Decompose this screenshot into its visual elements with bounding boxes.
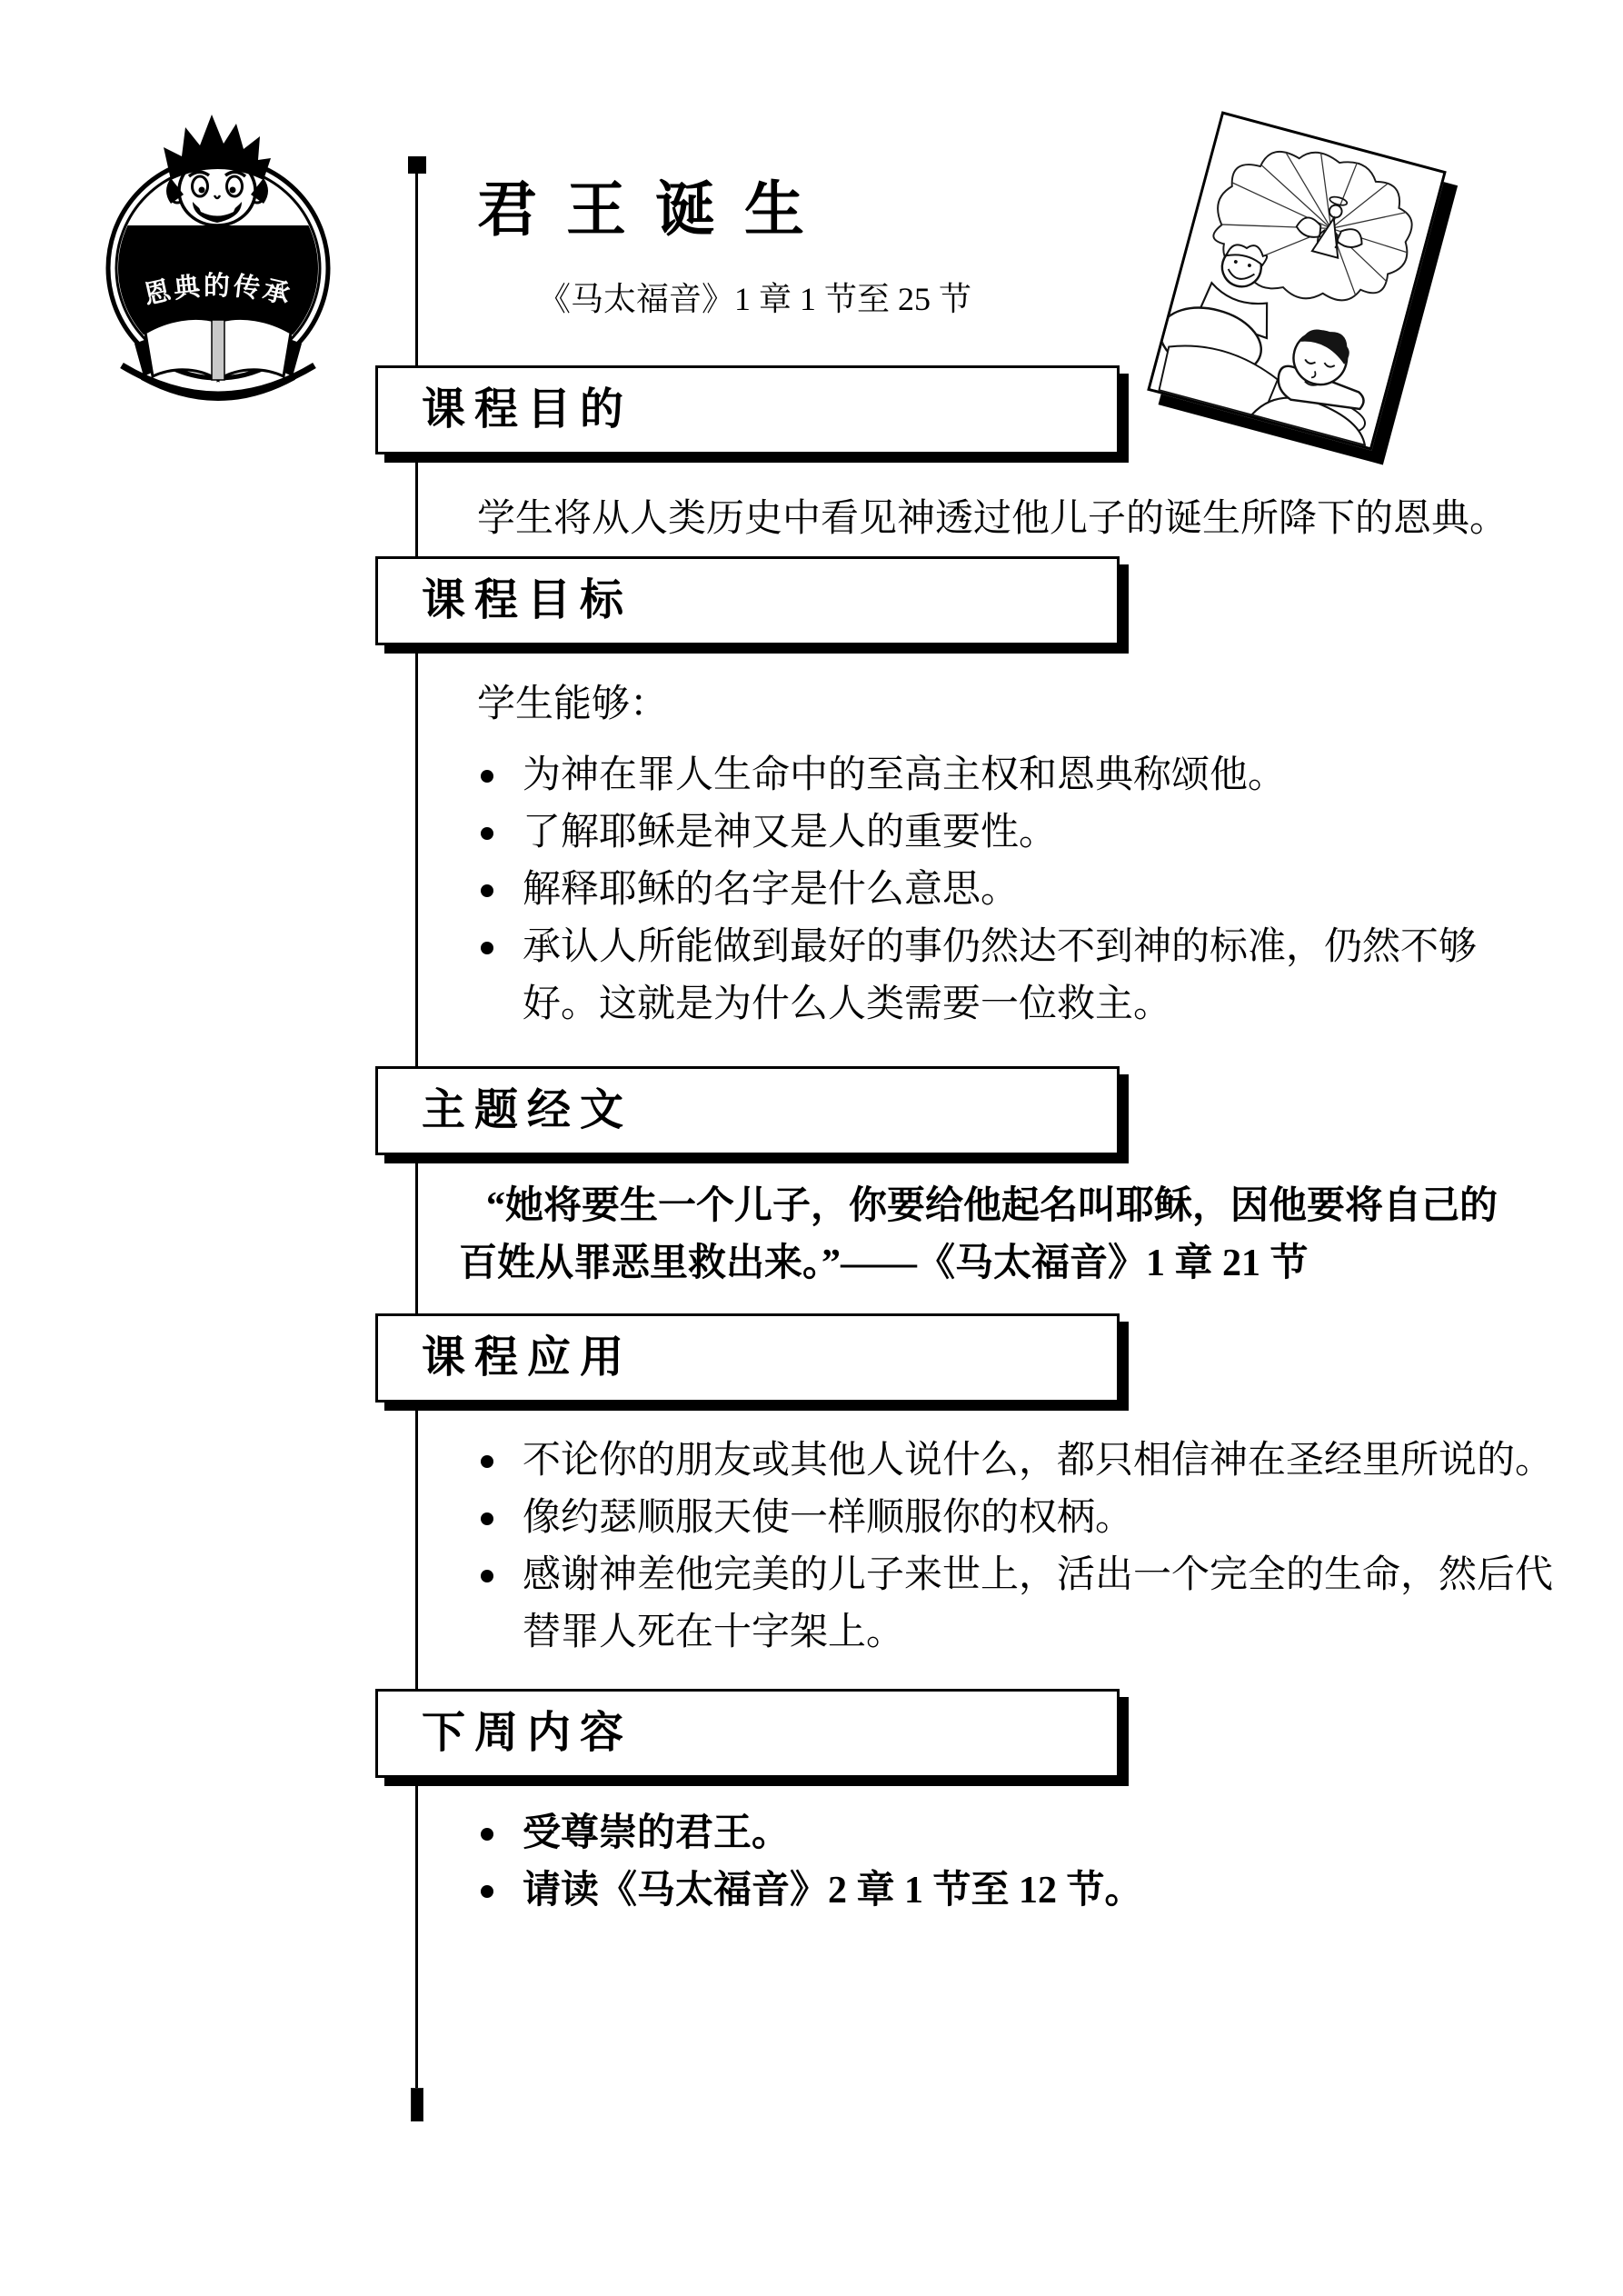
- list-item-text: 承认人所能做到最好的事仍然达不到神的标准，仍然不够 好。这就是为什么人类需要一位救主。: [523, 926, 1478, 1025]
- section-box-verse: [375, 1066, 1120, 1155]
- bullet-dot-icon: [481, 1885, 493, 1898]
- purpose-paragraph: 学生将从人类历史中看见神透过他儿子的诞生所降下的恩典。: [477, 498, 1508, 540]
- grace-heritage-logo: [91, 100, 350, 409]
- section-box-goals: [375, 556, 1120, 645]
- section-box-application: [375, 1313, 1120, 1403]
- page-title: 君王诞生: [477, 177, 833, 244]
- section-heading-verse: 主题经文: [422, 1086, 633, 1134]
- list-item: [479, 1433, 1578, 1490]
- list-item: [479, 804, 1578, 862]
- section-heading-purpose: 课程目的: [422, 385, 633, 434]
- list-item-text: 感谢神差他完美的儿子来世上，活出一个完全的生命，然后代 替罪人死在十字架上。: [523, 1554, 1554, 1653]
- section-box-purpose: [375, 365, 1120, 454]
- bullet-dot-icon: [481, 1570, 493, 1582]
- joseph-dream-sketch-icon: [1150, 115, 1443, 447]
- bullet-dot-icon: [481, 942, 493, 954]
- list-item: [479, 862, 1578, 919]
- scripture-reference-subtitle: 《马太福音》1 章 1 节至 25 节: [538, 281, 972, 317]
- list-item-text: 解释耶稣的名字是什么意思。: [523, 869, 1020, 911]
- logo-text: 恩典的传承: [141, 272, 295, 311]
- bullet-dot-icon: [481, 1512, 493, 1525]
- list-item-text: 不论你的朋友或其他人说什么，都只相信神在圣经里所说的。: [523, 1440, 1554, 1482]
- list-item-text: 为神在罪人生命中的至高主权和恩典称颂他。: [523, 754, 1287, 796]
- section-heading-goals: 课程目标: [422, 576, 633, 624]
- list-item-text: 了解耶稣是神又是人的重要性。: [523, 812, 1058, 854]
- timeline-top-square: [408, 156, 426, 174]
- list-item: [479, 1862, 1578, 1920]
- goals-intro: 学生能够：: [477, 684, 669, 725]
- list-item: [479, 1547, 1578, 1662]
- list-item-text: 像约瑟顺服天使一样顺服你的权柄。: [523, 1497, 1134, 1539]
- timeline-end-cap: [411, 2088, 423, 2121]
- bullet-dot-icon: [481, 1828, 493, 1841]
- next-week-bullet-list: [479, 1805, 1578, 1920]
- section-heading-next-week: 下周内容: [422, 1709, 633, 1757]
- bullet-dot-icon: [481, 884, 493, 897]
- section-box-next-week: [375, 1689, 1120, 1778]
- section-heading-application: 课程应用: [422, 1333, 633, 1382]
- list-item: [479, 747, 1578, 804]
- list-item: [479, 919, 1578, 1033]
- list-item-text: 受尊崇的君王。: [523, 1812, 791, 1854]
- theme-verse-quote: “她将要生一个儿子，你要给他起名叫耶稣，因他要将自己的 百姓从罪恶里救出来。”——《马太福音》1 章 21 节: [459, 1185, 1499, 1284]
- goals-bullet-list: [479, 747, 1578, 1033]
- nativity-dream-illustration: [1147, 111, 1447, 450]
- list-item-text: 请读《马太福音》2 章 1 节至 12 节。: [523, 1870, 1143, 1912]
- application-bullet-list: [479, 1433, 1578, 1662]
- list-item: [479, 1490, 1578, 1547]
- bullet-dot-icon: [481, 1455, 493, 1468]
- bullet-dot-icon: [481, 827, 493, 840]
- bullet-dot-icon: [481, 770, 493, 783]
- grace-heritage-logo-icon: [91, 100, 350, 409]
- list-item: [479, 1805, 1578, 1862]
